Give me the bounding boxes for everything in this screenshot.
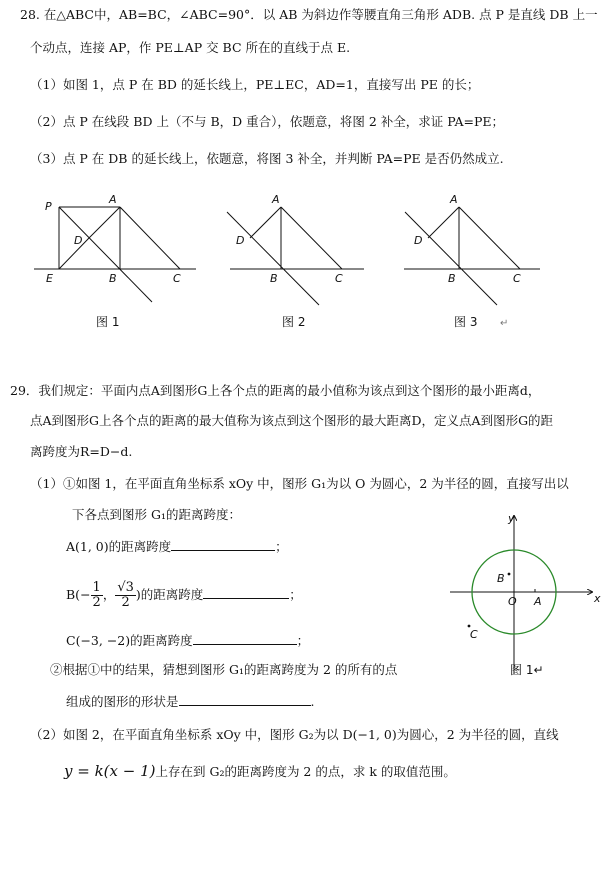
item-b-comma: ， [102, 587, 116, 602]
fig2-label-d: D [236, 234, 245, 247]
fig1-label-e: E [46, 272, 53, 285]
q29-line1: 29．我们规定：平面内点A到图形G上各个点的距离的最小值称为该点到这个图形的最小距离d， [10, 383, 541, 398]
fig3-caption: 图 3 [454, 315, 478, 329]
fig1-label-c: C [173, 272, 181, 285]
q29-item-c [66, 632, 309, 650]
sub2-period: . [310, 694, 315, 709]
q29-part2-line2 [64, 760, 456, 783]
fig1-label-a: A [109, 193, 117, 206]
sub2-line2-text: 组成的图形的形状是 [66, 694, 179, 709]
part2-equation: y = k(x − 1) [64, 762, 156, 780]
part2-rest: 上存在到 G₂的距离跨度为 2 的点，求 k 的取值范围。 [155, 764, 456, 779]
label-point-a: A [534, 595, 542, 608]
sub2-answer-blank[interactable] [179, 693, 311, 706]
fig2-caption: 图 2 [282, 315, 306, 329]
item-c-text: C(−3, −2)的距离跨度 [66, 633, 193, 648]
item-c-answer-blank[interactable] [193, 632, 297, 645]
item-a-text: A(1, 0)的距离跨度 [66, 539, 172, 554]
item-a-answer-blank[interactable] [171, 538, 275, 551]
q29-figure-1 [446, 510, 606, 680]
item-b-frac1: $\frac{1}{2}$ [92, 580, 101, 610]
q28-line1: 28. 在△ABC中，AB=BC，∠ABC=90°．以 AB 为斜边作等腰直角三角形 ADB. 点 P 是直线 DB 上一 [20, 7, 598, 22]
fig3-return-mark: ↵ [500, 318, 509, 329]
q29-line2: 点A到图形G上各个点的距离的最大值称为该点到这个图形的最大距离D，定义点A到图形G的距 [30, 413, 554, 428]
q28-figure-2 [222, 190, 372, 340]
item-a-semicolon: ； [275, 539, 288, 554]
item-c-semicolon: ； [296, 633, 310, 648]
q29-sub2-line1: ②根据①中的结果，猜想到图形 G₁的距离跨度为 2 的所有的点 [50, 662, 398, 677]
fig3-label-b: B [448, 272, 456, 285]
q29-item-b [66, 578, 302, 612]
item-b-frac2: $\frac{√3}{2}$ [117, 580, 134, 610]
q29-part1-line2: 下各点到图形 G₁的距离跨度： [72, 507, 241, 522]
fig3-label-c: C [513, 272, 521, 285]
fig1-label-p: P [45, 200, 52, 213]
q29-figure-caption: 图 1↵ [510, 663, 544, 677]
axis-label-y: y [508, 512, 515, 525]
label-point-b: B [497, 572, 505, 585]
q28-part2: （2）点 P 在线段 BD 上（不与 B，D 重合），依题意，将图 2 补全，求证 PA=PE； [30, 114, 505, 129]
q29-part2-line1: （2）如图 2，在平面直角坐标系 xOy 中，图形 G₂为以 D(−1, 0)为圆心，2 为半径的圆，直线 [30, 727, 559, 742]
item-b-suffix: )的距离跨度 [135, 587, 204, 602]
label-origin: O [508, 595, 517, 608]
fig2-label-b: B [270, 272, 278, 285]
q29-part1-line1: （1）①如图 1，在平面直角坐标系 xOy 中，图形 G₁为以 O 为圆心，2 为半径的圆，直接写出以 [30, 476, 569, 491]
label-point-c: C [470, 628, 478, 641]
q28-figure-1 [30, 190, 200, 340]
q28-figure-3 [402, 190, 562, 340]
q29-sub2-line2 [66, 693, 315, 711]
q28-part3: （3）点 P 在 DB 的延长线上，依题意，将图 3 补全，并判断 PA=PE 是否仍然成立. [30, 151, 504, 166]
q28-line2: 个动点，连接 AP，作 PE⊥AP 交 BC 所在的直线于点 E. [30, 40, 351, 55]
item-b-answer-blank[interactable] [203, 586, 289, 599]
item-b-prefix: B(− [66, 587, 91, 602]
q29-line3: 离跨度为R=D−d. [30, 444, 133, 459]
fig3-label-d: D [414, 234, 423, 247]
fig2-label-c: C [335, 272, 343, 285]
fig1-label-d: D [74, 234, 83, 247]
q29-item-a [66, 538, 288, 556]
item-b-semicolon: ； [289, 587, 302, 602]
fig2-label-a: A [272, 193, 280, 206]
fig1-label-b: B [109, 272, 117, 285]
axis-label-x: x [594, 592, 601, 605]
fig1-caption: 图 1 [96, 315, 120, 329]
q28-part1: （1）如图 1，点 P 在 BD 的延长线上，PE⊥EC，AD=1，直接写出 PE 的长； [30, 77, 480, 92]
fig3-label-a: A [450, 193, 458, 206]
